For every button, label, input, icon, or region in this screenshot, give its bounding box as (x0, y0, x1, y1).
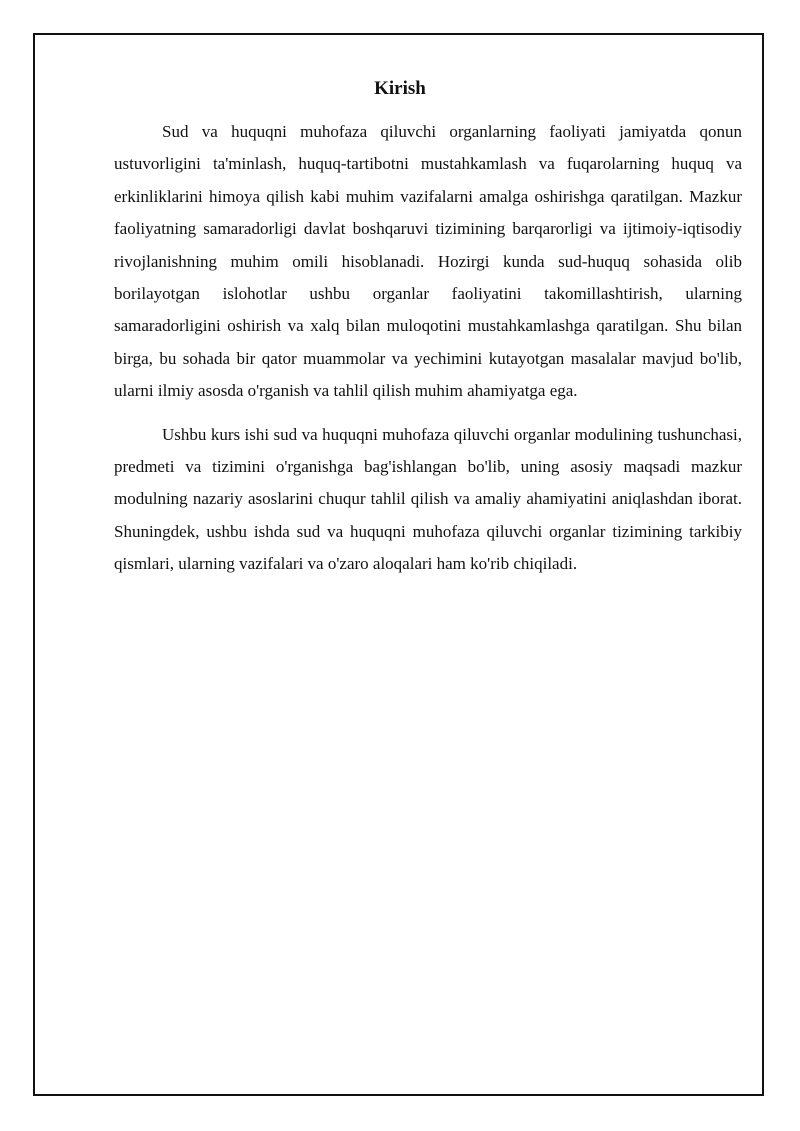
document-body (114, 116, 742, 592)
page-title: Kirish (374, 78, 426, 99)
paragraph-1: Sud va huquqni muhofaza qiluvchi organlarning faoliyati jamiyatda qonun ustuvorligini ta'minlash, huquq-tartibotni mustahkamlash va fuqarolarning huquq va erkinliklarini himoya qilish kabi muhim vazifalarni amalga oshirishga qaratilgan. Mazkur faoliyatning samaradorligi davlat boshqaruvi tizimining barqarorligi va ijtimoiy-iqtisodiy rivojlanishning muhim omili hisoblanadi. Hozirgi kunda sud-huquq sohasida olib borilayotgan islohotlar ushbu organlar faoliyatini takomillashtirish, ularning samaradorligini oshirish va xalq bilan muloqotini mustahkamlashga qaratilgan. Shu bilan birga, bu sohada bir qator muammolar va yechimini kutayotgan masalalar mavjud bo'lib, ularni ilmiy asosda o'rganish va tahlil qilish muhim ahamiyatga ega. (114, 122, 742, 401)
paragraph-2: Ushbu kurs ishi sud va huquqni muhofaza qiluvchi organlar modulining tushunchasi, predmeti va tizimini o'rganishga bag'ishlangan bo'lib, uning asosiy maqsadi mazkur modulning nazariy asoslarini chuqur tahlil qilish va amaliy ahamiyatini aniqlashdan iborat. Shuningdek, ushbu ishda sud va huquqni muhofaza qiluvchi organlar tizimining tarkibiy qismlari, ularning vazifalari va o'zaro aloqalari ham ko'rib chiqiladi. (114, 424, 742, 574)
